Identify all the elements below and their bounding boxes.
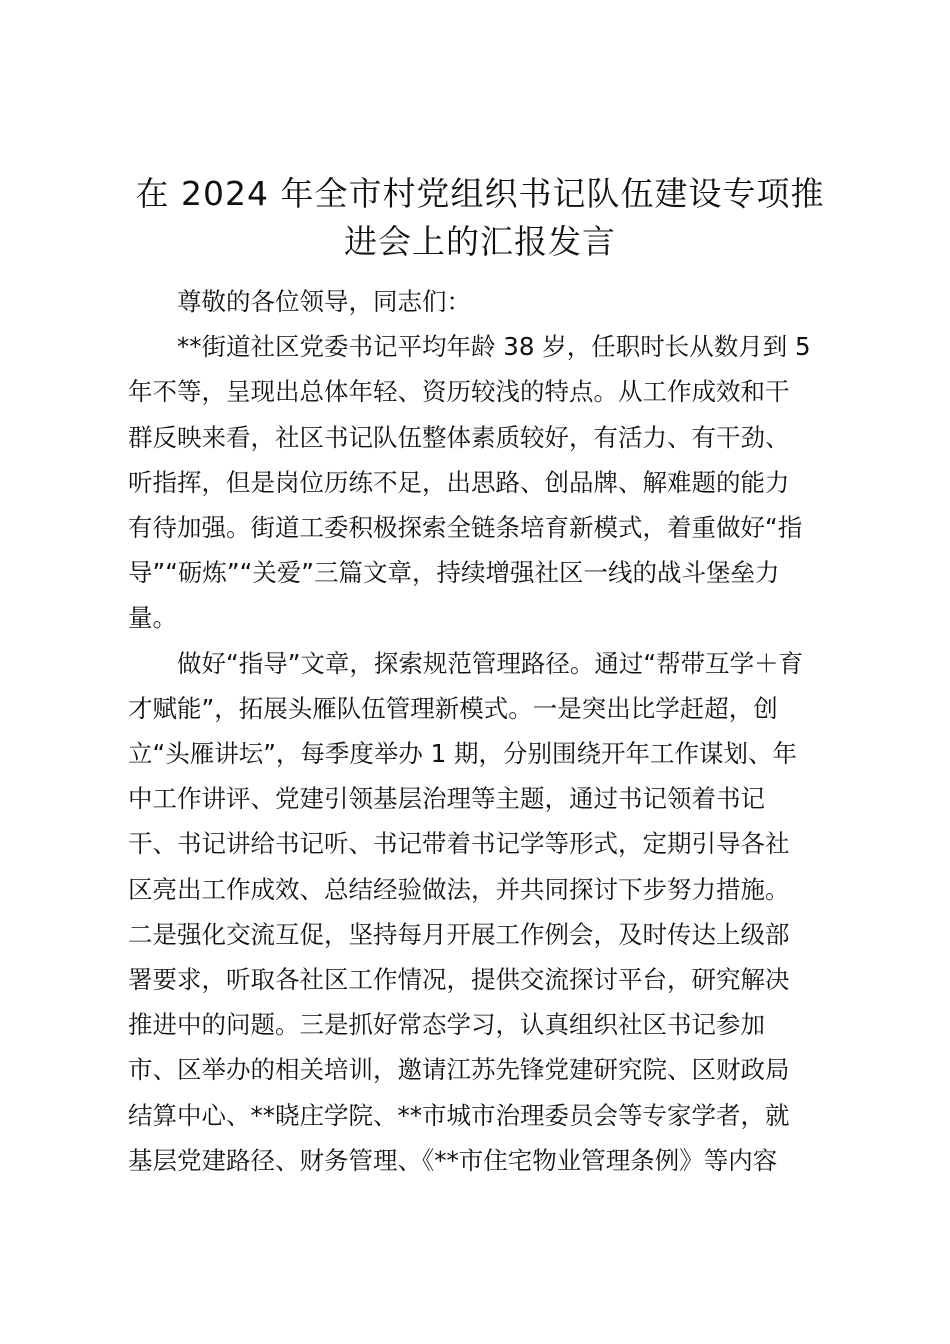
paragraph-line: 做好“指导”文章，探索规范管理路径。通过“帮带互学＋育	[177, 648, 804, 678]
paragraph-line: 二是强化交流互促，坚持每月开展工作例会，及时传达上级部	[128, 919, 790, 949]
document-body	[128, 279, 828, 1183]
title-line: 进会上的汇报发言	[344, 222, 616, 261]
title-line: 在 2024 年全市村党组织书记队伍建设专项推	[135, 174, 825, 213]
paragraph-line: 推进中的问题。三是抓好常态学习，认真组织社区书记参加	[128, 1010, 765, 1040]
paragraph-line: 才赋能”，拓展头雁队伍管理新模式。一是突出比学赶超，创	[128, 693, 778, 723]
paragraph-line: **街道社区党委书记平均年龄 38 岁，任职时长从数月到 5	[177, 332, 811, 362]
paragraph-line: 量。	[128, 603, 177, 633]
paragraph-line: 署要求，听取各社区工作情况，提供交流探讨平台，研究解决	[128, 965, 790, 995]
paragraph-line: 导”“砺炼”“关爱”三篇文章，持续增强社区一线的战斗堡垒力	[128, 558, 780, 588]
paragraph-line: 基层党建路径、财务管理、《**市住宅物业管理条例》等内容	[128, 1145, 778, 1175]
salutation: 尊敬的各位领导，同志们：	[177, 287, 471, 316]
paragraph	[128, 641, 828, 1183]
paragraph-line: 有待加强。街道工委积极探索全链条培育新模式，着重做好“指	[128, 513, 803, 543]
paragraph-line: 年不等，呈现出总体年轻、资历较浅的特点。从工作成效和干	[128, 377, 790, 407]
document-title	[110, 170, 850, 266]
paragraph-line: 立“头雁讲坛”，每季度举办 1 期，分别围绕开年工作谋划、年	[128, 739, 798, 769]
paragraph-line: 中工作讲评、党建引领基层治理等主题，通过书记领着书记	[128, 784, 765, 814]
paragraph-line: 听指挥，但是岗位历练不足，出思路、创品牌、解难题的能力	[128, 467, 790, 497]
paragraph-line: 区亮出工作成效、总结经验做法，并共同探讨下步努力措施。	[128, 874, 790, 904]
paragraph-line: 市、区举办的相关培训，邀请江苏先锋党建研究院、区财政局	[128, 1055, 790, 1085]
paragraph-line: 群反映来看，社区书记队伍整体素质较好，有活力、有干劲、	[128, 422, 790, 452]
paragraph-line: 干、书记讲给书记听、书记带着书记学等形式，定期引导各社	[128, 829, 790, 859]
paragraph-line: 结算中心、**晓庄学院、**市城市治理委员会等专家学者，就	[128, 1100, 790, 1130]
paragraph	[128, 324, 828, 640]
